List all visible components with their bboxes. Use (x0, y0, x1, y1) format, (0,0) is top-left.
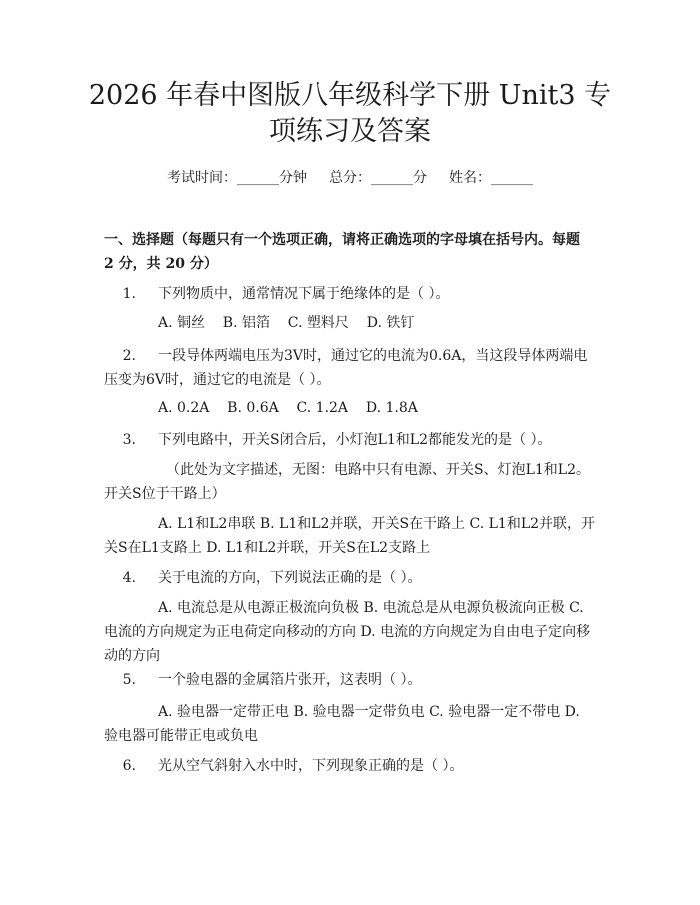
exam-meta (0, 168, 700, 188)
question-2-options (104, 396, 596, 420)
section-heading: 一、选择题（每题只有一个选项正确，请将正确选项的字母填在括号内。每题 2 分，共 20 分） (104, 232, 580, 272)
options-text: A. 电流总是从电源正极流向负极 B. 电流总是从电源负极流向正极 C. 电流的方向规定为正电荷定向移动的方向 D. 电流的方向规定为自由电子定向移动的方向 (104, 600, 591, 664)
question-1 (104, 282, 596, 306)
question-number: 3. (122, 432, 136, 448)
options-text: A. 铜丝 B. 铝箔 C. 塑料尺 D. 铁钉 (158, 315, 415, 331)
options-text: A. 0.2A B. 0.6A C. 1.2A D. 1.8A (158, 400, 418, 416)
question-4-options (104, 596, 596, 668)
question-number: 6. (122, 758, 136, 774)
question-number: 4. (122, 570, 136, 586)
question-text: 下列电路中，开关S闭合后，小灯泡L1和L2都能发光的是（ ）。 (158, 432, 552, 448)
question-5-options (104, 700, 596, 748)
question-3-options (104, 512, 596, 560)
question-text: 下列物质中，通常情况下属于绝缘体的是（ ）。 (158, 286, 450, 302)
question-6 (104, 754, 596, 778)
question-text: 一段导体两端电压为3V时，通过它的电流为0.6A，当这段导体两端电压变为6V时，通过它的电流是（ ）。 (104, 348, 588, 388)
exam-time-field: 考试时间：______分钟 (167, 170, 307, 186)
total-score-field: 总分：______分 (329, 170, 427, 186)
question-4 (104, 566, 596, 590)
question-number: 5. (122, 672, 136, 688)
question-3-note: （此处为文字描述，无图：电路中只有电源、开关S、灯泡L1和L2。开关S位于干路上） (104, 462, 590, 502)
question-text: 光从空气斜射入水中时，下列现象正确的是（ ）。 (158, 758, 464, 774)
question-5 (104, 668, 596, 692)
question-text: 关于电流的方向，下列说法正确的是（ ）。 (158, 570, 422, 586)
document-title: 2026 年春中图版八年级科学下册 Unit3 专项练习及答案 (88, 80, 612, 147)
options-text: A. L1和L2串联 B. L1和L2并联，开关S在干路上 C. L1和L2并联，开关S在L1支路上 D. L1和L2并联，开关S在L2支路上 (104, 516, 596, 556)
student-name-field: 姓名：______ (449, 170, 533, 186)
question-number: 1. (122, 286, 136, 302)
question-text: 一个验电器的金属箔片张开，这表明（ ）。 (158, 672, 422, 688)
question-3 (104, 428, 596, 452)
question-number: 2. (122, 348, 136, 364)
options-text: A. 验电器一定带正电 B. 验电器一定带负电 C. 验电器一定不带电 D. 验电器可能带正电或负电 (104, 704, 580, 744)
question-2 (104, 344, 596, 392)
question-1-options (104, 311, 596, 335)
